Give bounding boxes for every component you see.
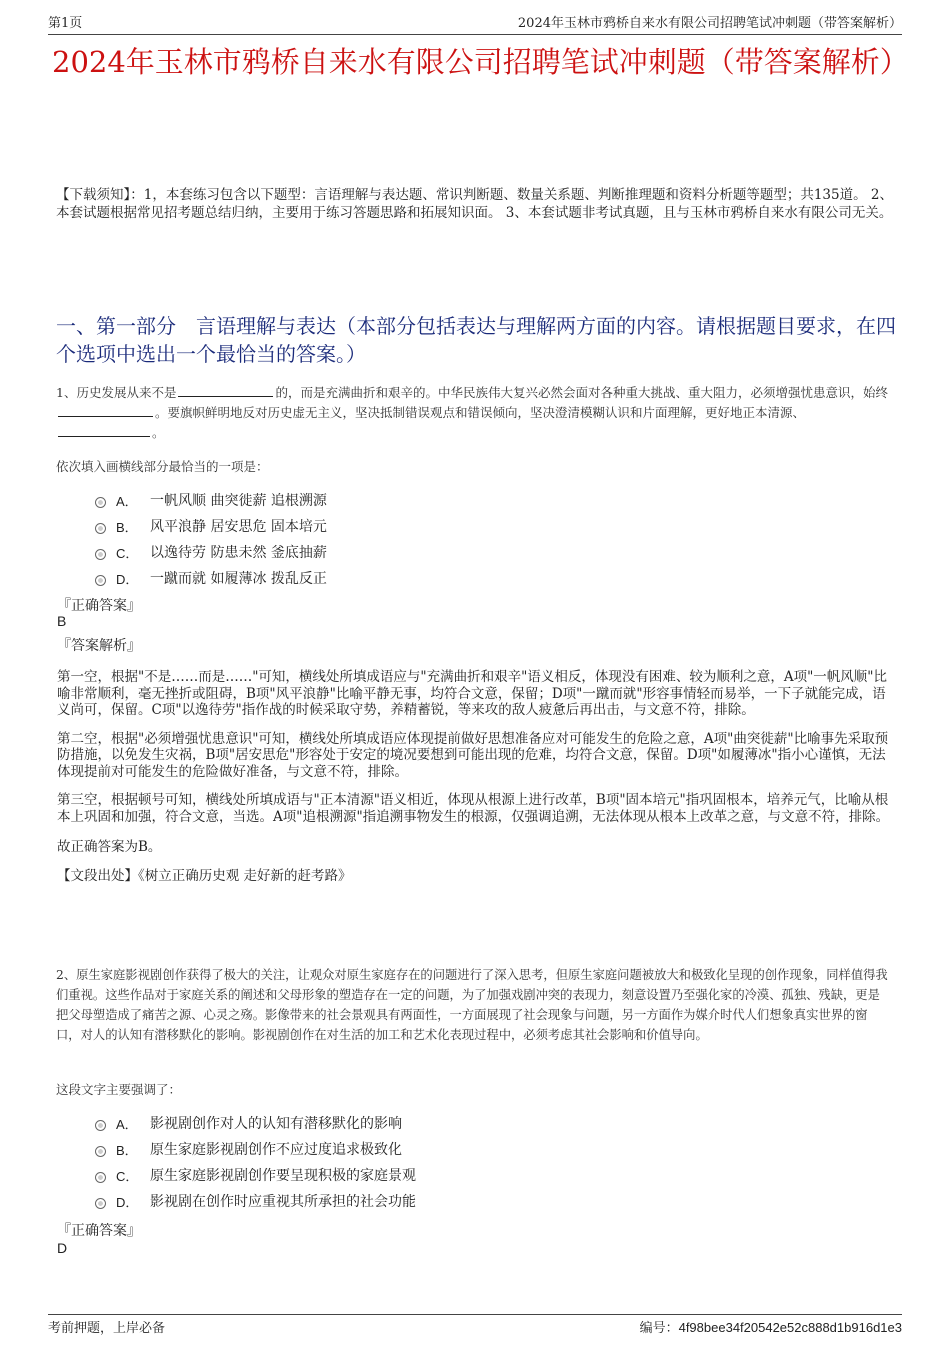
radio-icon[interactable] [95,1120,106,1131]
answer-label: 『正确答案』 [57,1223,141,1239]
option-text: 原生家庭影视剧创作要呈现积极的家庭景观 [150,1168,416,1184]
analysis-label: 『答案解析』 [57,638,141,654]
radio-icon[interactable] [95,575,106,586]
option-letter: A． [116,1116,138,1132]
radio-icon[interactable] [95,549,106,560]
header-doc-title: 2024年玉林市鸦桥自来水有限公司招聘笔试冲刺题（带答案解析） [517,16,902,31]
code-label: 编号： [639,1321,679,1336]
option-text: 原生家庭影视剧创作不应过度追求极致化 [150,1142,402,1158]
code-value: 4f98bee34f20542e52c888d1b916d1e3 [678,1320,902,1335]
download-notice: 【下载须知】：1，本套练习包含以下题型：言语理解与表达题、常识判断题、数量关系题、判断推理题和资料分析题等题型；共135道。 2、本套试题根据常见招考题总结归纳，主要用于练习答题思路和拓展知识面。 3、本套试题非考试真题，且与玉林市鸦桥自来水有限公司无关。 [56,187,893,221]
option-letter: C． [116,545,139,561]
question-1-options [95,487,327,591]
option-c[interactable] [95,539,327,565]
radio-icon[interactable] [95,1172,106,1183]
fill-blank-2 [58,404,153,417]
option-b[interactable] [95,513,327,539]
footer-slogan: 考前押题，上岸必备 [48,1321,166,1336]
q1-text-part2: 的，而是充满曲折和艰辛的。中华民族伟大复兴必然会面对各种重大挑战、重大阻力，必须增强忧患意识，始终 [275,385,888,400]
option-b[interactable] [95,1136,416,1162]
option-letter: B． [116,519,138,535]
radio-icon[interactable] [95,1198,106,1209]
option-a[interactable] [95,487,327,513]
footer-code [640,1317,902,1336]
question-2-options [95,1110,416,1214]
fill-blank-3 [58,424,150,437]
question-1-stem [56,383,895,443]
page-number: 第1页 [48,16,83,31]
fill-blank-1 [178,384,273,397]
q1-text-part1: 1、历史发展从来不是 [56,385,177,400]
question-1-prompt: 依次填入画横线部分最恰当的一项是： [56,459,269,474]
document-title: 2024年玉林市鸦桥自来水有限公司招聘笔试冲刺题（带答案解析） [52,45,909,79]
option-c[interactable] [95,1162,416,1188]
option-letter: A． [116,493,138,509]
option-d[interactable] [95,565,327,591]
option-text: 一帆风顺 曲突徙薪 追根溯源 [150,493,327,509]
option-text: 影视剧创作对人的认知有潜移默化的影响 [150,1116,402,1132]
analysis-paragraph: 第一空，根据"不是……而是……"可知，横线处所填成语应与"充满曲折和艰辛"语义相反，体现没有困难、较为顺利之意，A项"一帆风顺"比喻非常顺利，毫无挫折或阻碍，B项"风平浪静"比喻平静无事，均符合文意，保留；D项"一蹴而就"形容事情轻而易举，一下子就能完成，语义尚可，保留。C项"以逸待劳"指作战的时候采取守势，养精蓄锐，等来攻的敌人疲惫后再出击，与文意不符，排除。 [57,669,888,718]
answer-label: 『正确答案』 [57,598,141,614]
option-letter: D． [116,571,139,587]
analysis-conclusion: 故正确答案为B。 [57,839,162,855]
page-header [48,12,902,35]
option-d[interactable] [95,1188,416,1214]
option-text: 以逸待劳 防患未然 釜底抽薪 [150,545,327,561]
question-2-prompt: 这段文字主要强调了： [56,1082,182,1097]
option-text: 一蹴而就 如履薄冰 拨乱反正 [150,571,327,587]
option-letter: C． [116,1168,139,1184]
radio-icon[interactable] [95,1146,106,1157]
option-letter: D． [116,1194,139,1210]
option-text: 风平浪静 居安思危 固本培元 [150,519,327,535]
answer-analysis [57,669,894,896]
section-heading: 一、第一部分 言语理解与表达（本部分包括表达与理解两方面的内容。请根据题目要求，在四个选项中选出一个最恰当的答案。） [56,314,896,366]
option-letter: B． [116,1142,138,1158]
radio-icon[interactable] [95,497,106,508]
source-citation: 【文段出处】《树立正确历史观 走好新的赶考路》 [57,867,352,884]
page-footer [48,1314,902,1336]
option-text: 影视剧在创作时应重视其所承担的社会功能 [150,1194,416,1210]
q1-text-part3: 。要旗帜鲜明地反对历史虚无主义，坚决抵制错误观点和错误倾向，坚决澄清模糊认识和片面理解，更好地正本清源、 [155,405,806,420]
question-2-stem: 2、原生家庭影视剧创作获得了极大的关注，让观众对原生家庭存在的问题进行了深入思考，但原生家庭问题被放大和极致化呈现的创作现象，同样值得我们重视。这些作品对于家庭关系的阐述和父母形象的塑造存在一定的问题，为了加强戏剧冲突的表现力，刻意设置乃至强化家的冷漠、孤独、残缺，更是把父母塑造成了痛苦之源、心灵之殇。影像带来的社会景观具有两面性，一方面展现了社会现象与问题，另一方面作为媒介时代人们想象真实世界的窗口，对人的认知有潜移默化的影响。影视剧创作在对生活的加工和艺术化表现过程中，必须考虑其社会影响和价值导向。 [56,968,888,1042]
radio-icon[interactable] [95,523,106,534]
option-a[interactable] [95,1110,416,1136]
answer-value: B [57,613,67,629]
answer-value: D [57,1240,68,1256]
q1-text-part4: 。 [152,425,165,440]
analysis-paragraph: 第三空，根据顿号可知，横线处所填成语与"正本清源"语义相近，体现从根源上进行改革，B项"固本培元"指巩固根本，培养元气，比喻从根本上巩固和加强，符合文意，当选。A项"追根溯源"指追溯事物发生的根源，仅强调追溯，无法体现从根本上改革之意，与文意不符，排除。 [57,792,890,825]
analysis-paragraph: 第二空，根据"必须增强忧患意识"可知，横线处所填成语应体现提前做好思想准备应对可能发生的危险之意，A项"曲突徙薪"比喻事先采取预防措施，以免发生灾祸，B项"居安思危"形容处于安定的境况要想到可能出现的危难，均符合文意，保留。D项"如履薄冰"指小心谨慎，无法体现提前对可能发生的危险做好准备，与文意不符，排除。 [57,730,889,780]
